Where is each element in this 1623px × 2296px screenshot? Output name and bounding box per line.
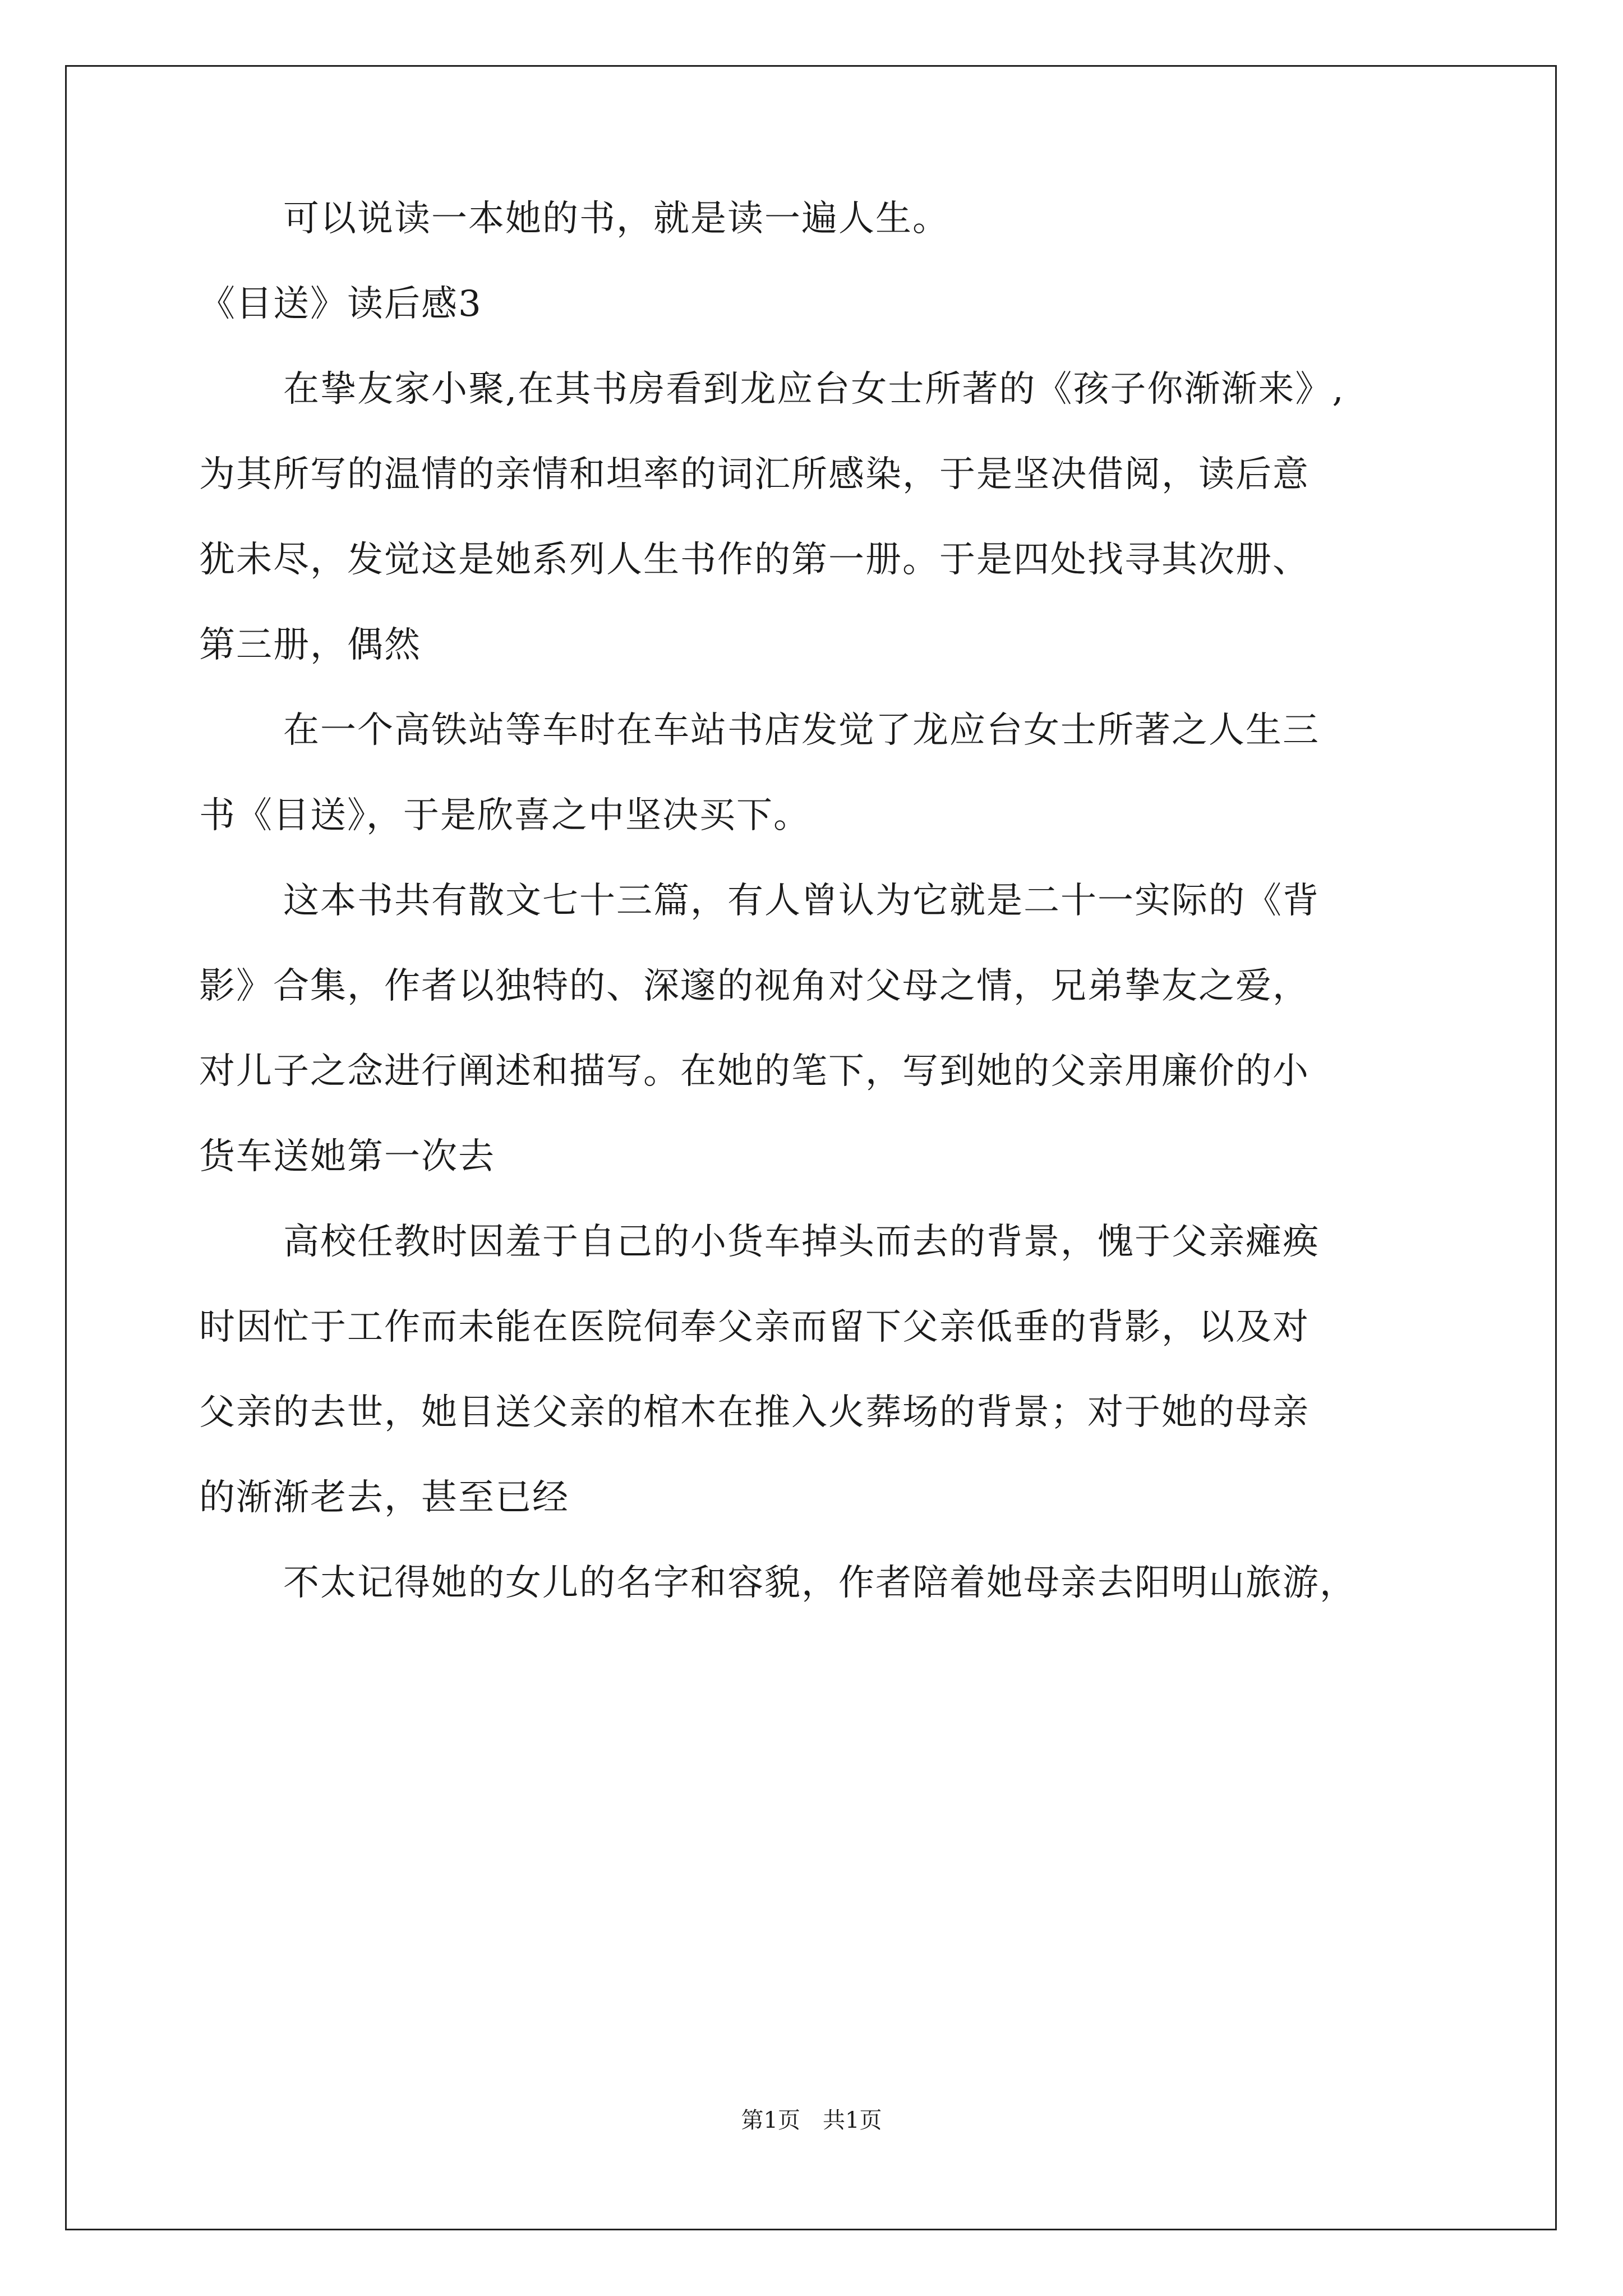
paragraph-line: 书《目送》，于是欣喜之中坚决买下。 — [199, 795, 810, 836]
paragraph-line: 可以说读一本她的书，就是读一遍人生。 — [283, 198, 949, 240]
paragraph-line: 犹未尽，发觉这是她系列人生书作的第一册。于是四处找寻其次册、 — [199, 539, 1310, 581]
paragraph-line: 影》合集，作者以独特的、深邃的视角对父母之情，兄弟挚友之爱， — [199, 965, 1310, 1007]
page-number-footer: 第1页 共1页 — [741, 2108, 882, 2133]
paragraph-line: 货车送她第一次去 — [199, 1136, 495, 1177]
paragraph-line: 在挚友家小聚,在其书房看到龙应台女士所著的《孩子你渐渐来》, — [283, 369, 1345, 410]
document-body — [199, 197, 1450, 1604]
paragraph-line: 时因忙于工作而未能在医院伺奉父亲而留下父亲低垂的背影，以及对 — [199, 1306, 1310, 1348]
paragraph-line: 第三册，偶然 — [199, 624, 421, 666]
paragraph-line: 在一个高铁站等车时在车站书店发觉了龙应台女士所著之人生三 — [283, 710, 1320, 751]
section-heading: 《目送》读后感3 — [199, 283, 482, 325]
paragraph-line: 对儿子之念进行阐述和描写。在她的笔下，写到她的父亲用廉价的小 — [199, 1051, 1310, 1092]
paragraph-line: 这本书共有散文七十三篇，有人曾认为它就是二十一实际的《背 — [283, 880, 1320, 922]
paragraph-line: 为其所写的温情的亲情和坦率的词汇所感染，于是坚决借阅，读后意 — [199, 454, 1310, 495]
paragraph-line: 高校任教时因羞于自己的小货车掉头而去的背景，愧于父亲瘫痪 — [283, 1221, 1320, 1263]
paragraph-line: 父亲的去世，她目送父亲的棺木在推入火葬场的背景；对于她的母亲 — [199, 1392, 1310, 1433]
paragraph-line: 不太记得她的女儿的名字和容貌，作者陪着她母亲去阳明山旅游， — [283, 1562, 1357, 1604]
paragraph-line: 的渐渐老去，甚至已经 — [199, 1477, 569, 1519]
